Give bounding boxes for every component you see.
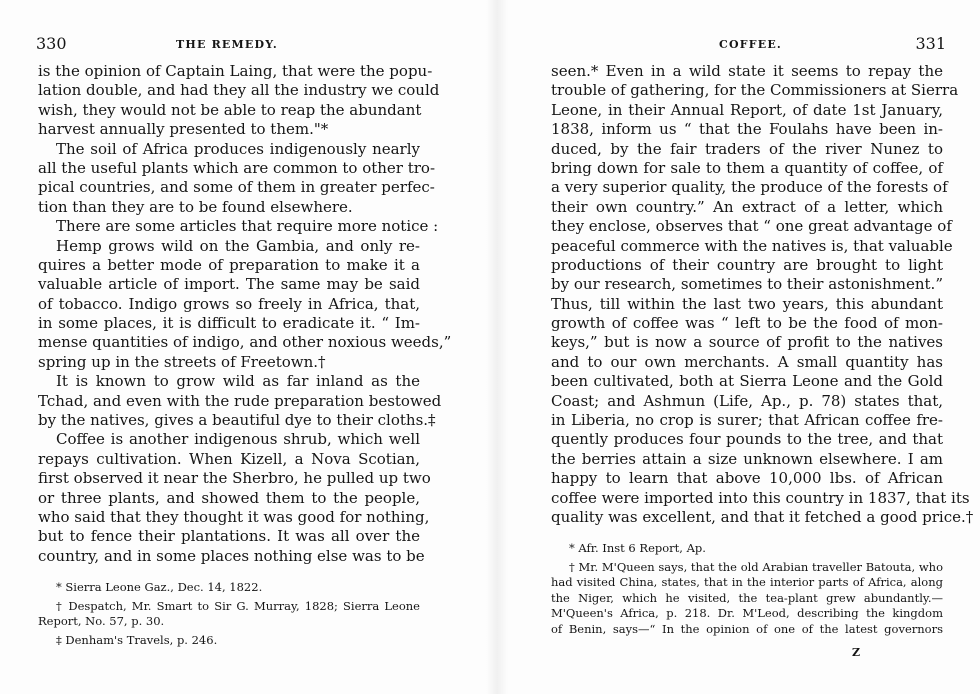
text-line: by our research, sometimes to their astonishment.”	[551, 275, 943, 294]
text-line: peaceful commerce with the natives is, that valuable	[551, 236, 953, 255]
right-running-title: COFFEE.	[719, 38, 782, 51]
left-body-text	[38, 62, 452, 566]
text-line: the berries attain a size unknown elsewhere. I am	[551, 449, 943, 468]
left-page-number: 330	[36, 34, 67, 53]
text-line: is the opinion of Captain Laing, that were the popu-	[38, 62, 433, 80]
right-page-number: 331	[915, 34, 946, 53]
text-line: quality was excellent, and that it fetched a good price.†	[551, 507, 974, 526]
text-line: a very superior quality, the produce of the forests of	[551, 178, 948, 197]
footnote-line: Report, No. 57, p. 30.	[38, 614, 165, 628]
text-line: Leone, in their Annual Report, of date 1st January,	[551, 100, 943, 119]
text-line: Coffee is another indigenous shrub, which well	[56, 430, 420, 449]
footnote-line: M'Queen's Africa, p. 218. Dr. M'Leod, describing the kingdom	[551, 606, 943, 620]
footnote-line: had visited China, states, that in the interior parts of Africa, along	[551, 575, 943, 589]
footnote-line: of Benin, says—“ In the opinion of one of the latest governors	[551, 621, 943, 636]
footnote-line: ‡ Denham's Travels, p. 246.	[56, 632, 218, 647]
text-line: in Liberia, no crop is surer; that African coffee fre-	[551, 411, 943, 430]
text-line: tion than they are to be found elsewhere.	[38, 197, 353, 216]
text-line: but to fence their plantations. It was all over the	[38, 527, 420, 546]
text-line: all the useful plants which are common to other tro-	[38, 158, 436, 177]
footnote-line: * Afr. Inst 6 Report, Ap.	[569, 541, 706, 555]
text-line: by the natives, gives a beautiful dye to their cloths.‡	[38, 411, 436, 430]
text-line: valuable article of import. The same may be said	[38, 275, 420, 294]
left-footnotes	[38, 580, 420, 648]
right-running-head	[548, 34, 946, 54]
text-line: been cultivated, both at Sierra Leone and the Gold	[551, 372, 943, 391]
text-line: 1838, inform us “ that the Foulahs have been in-	[551, 120, 943, 139]
text-line: repays cultivation. When Kizell, a Nova Scotian,	[38, 449, 420, 468]
text-line: Hemp grows wild on the Gambia, and only re-	[56, 236, 420, 255]
text-line: and to our own merchants. A small quantity has	[551, 352, 943, 371]
text-line: The soil of Africa produces indigenously nearly	[56, 139, 420, 158]
text-line: wish, they would not be able to reap the abundant	[38, 100, 422, 119]
text-line: productions of their country are brought to light	[551, 255, 943, 274]
right-footnotes	[551, 541, 943, 637]
text-line: of tobacco. Indigo grows so freely in Africa, that,	[38, 294, 420, 313]
text-line: pical countries, and some of them in greater perfec-	[38, 178, 435, 197]
footnote-line: † Despatch, Mr. Smart to Sir G. Murray, 1828; Sierra Leone	[56, 598, 420, 613]
text-line: duced, by the fair traders of the river Nunez to	[551, 139, 943, 158]
text-line: first observed it near the Sherbro, he pulled up two	[38, 469, 431, 488]
text-line: country, and in some places nothing else was to be	[38, 546, 425, 565]
text-line: lation double, and had they all the industry we could	[38, 81, 440, 100]
footnote-line: † Mr. M'Queen says, that the old Arabian traveller Batouta, who	[569, 559, 943, 574]
text-line: There are some articles that require more notice :	[56, 217, 439, 236]
text-line: seen.* Even in a wild state it seems to repay the	[551, 62, 943, 80]
left-running-head	[36, 34, 454, 54]
text-line: It is known to grow wild as far inland as the	[56, 372, 420, 391]
text-line: Coast; and Ashmun (Life, Ap., p. 78) states that,	[551, 391, 943, 410]
text-line: Thus, till within the last two years, this abundant	[551, 294, 943, 313]
right-page	[490, 0, 980, 694]
text-line: coffee were imported into this country in 1837, that its	[551, 488, 970, 507]
text-line: who said that they thought it was good for nothing,	[38, 507, 430, 526]
text-line: their own country.” An extract of a letter, which	[551, 197, 943, 216]
footnote-line: * Sierra Leone Gaz., Dec. 14, 1822.	[56, 580, 263, 594]
left-running-title: THE REMEDY.	[176, 38, 278, 51]
text-line: in some places, it is difficult to eradicate it. “ Im-	[38, 314, 420, 333]
text-line: happy to learn that above 10,000 lbs. of African	[551, 469, 943, 488]
footnote-line: the Niger, which he visited, the tea-plant grew abundantly.—	[551, 590, 943, 605]
text-line: trouble of gathering, for the Commissioners at Sierra	[551, 81, 959, 100]
text-line: they enclose, observes that “ one great advantage of	[551, 217, 952, 236]
text-line: quently produces four pounds to the tree, and that	[551, 430, 943, 449]
text-line: harvest annually presented to them."*	[38, 120, 329, 139]
text-line: keys,” but is now a source of profit to the natives	[551, 333, 943, 352]
signature-mark: Z	[852, 646, 861, 659]
text-line: or three plants, and showed them to the people,	[38, 488, 420, 507]
text-line: quires a better mode of preparation to make it a	[38, 255, 420, 274]
text-line: growth of coffee was “ left to be the food of mon-	[551, 314, 943, 333]
text-line: mense quantities of indigo, and other noxious weeds,”	[38, 333, 452, 352]
right-body-text	[551, 62, 974, 527]
text-line: spring up in the streets of Freetown.†	[38, 352, 326, 371]
text-line: bring down for sale to them a quantity of coffee, of	[551, 158, 943, 177]
text-line: Tchad, and even with the rude preparation bestowed	[38, 391, 442, 410]
